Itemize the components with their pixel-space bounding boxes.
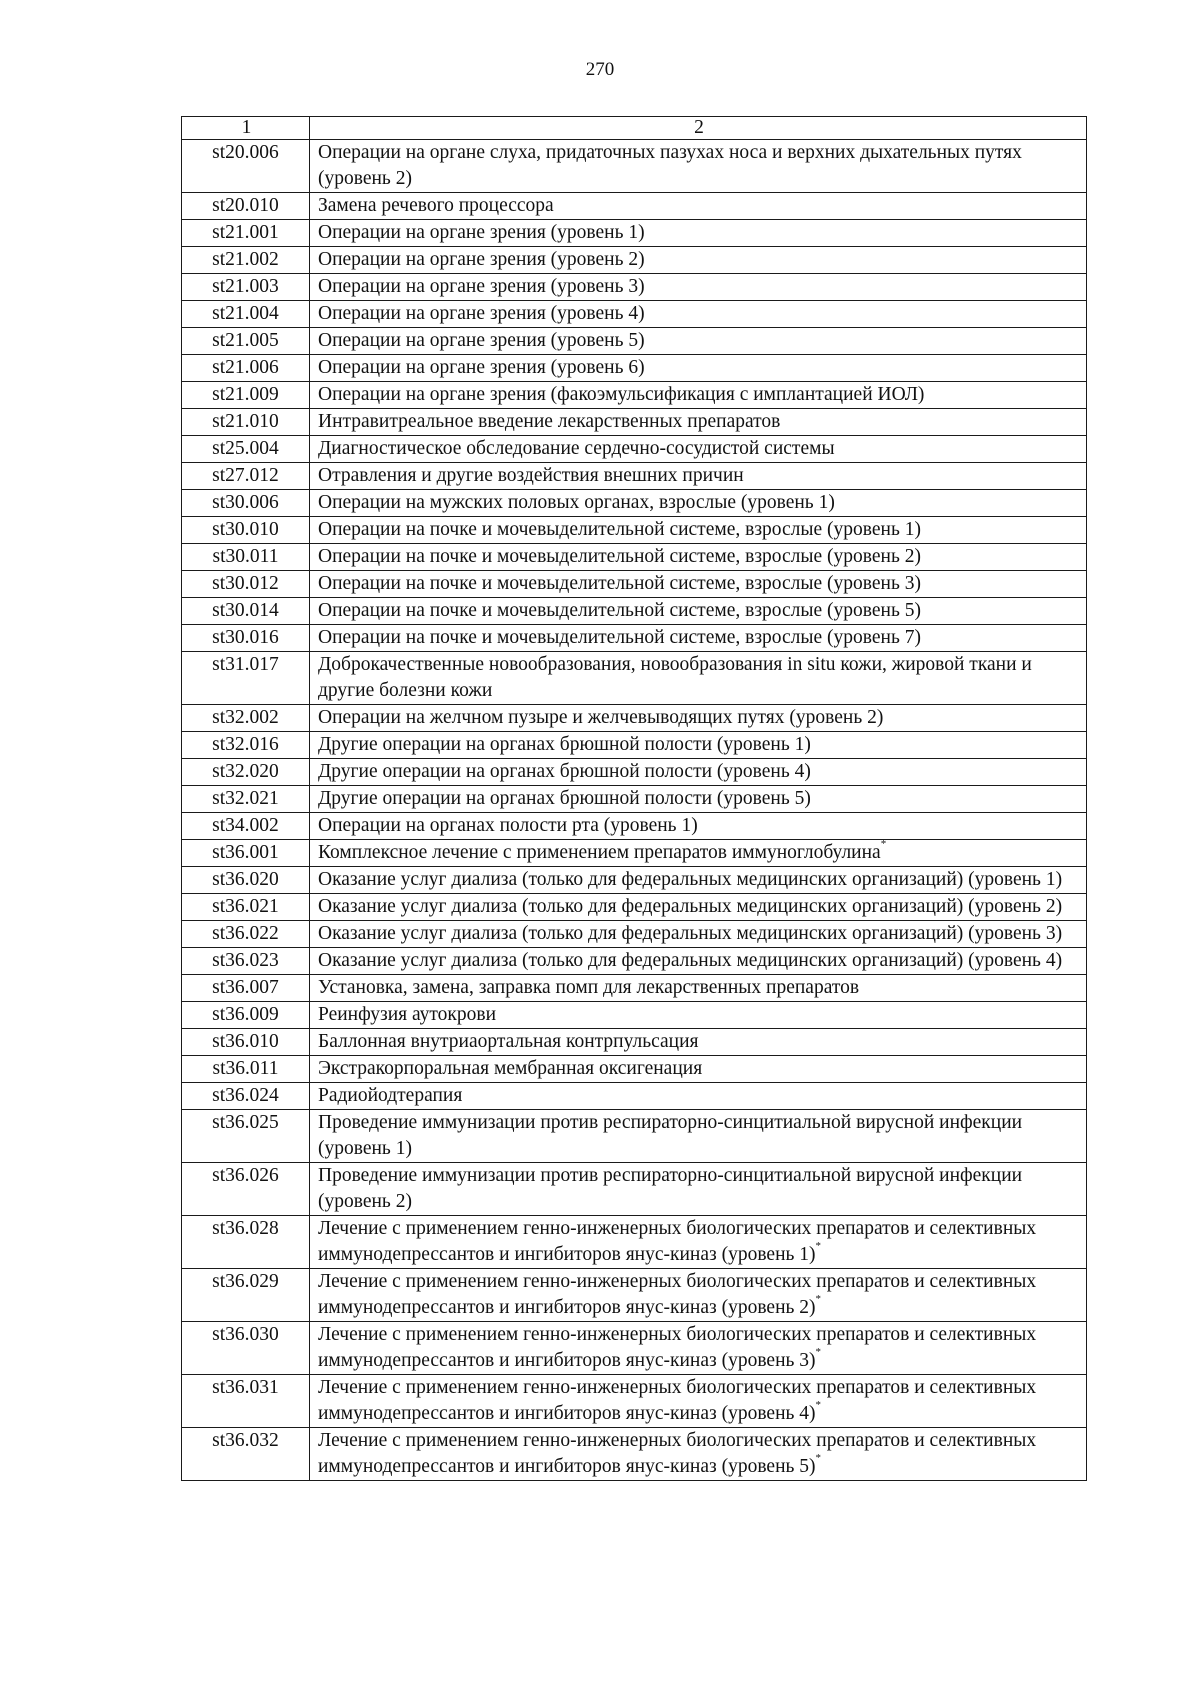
table-row [182,652,1087,705]
row-name: Оказание услуг диализа (только для федеральных медицинских организаций) (уровень 3) [318,923,1063,944]
row-name: Экстракорпоральная мембранная оксигенация [318,1058,703,1079]
row-code: st36.022 [182,921,310,948]
row-name-cell [310,1269,1087,1322]
row-code: st36.032 [182,1428,310,1481]
row-code: st21.003 [182,274,310,301]
row-code: st30.012 [182,571,310,598]
table-body [182,140,1087,1481]
table-row [182,1428,1087,1481]
row-name-cell [310,652,1087,705]
table-row [182,598,1087,625]
row-name: Операции на органе зрения (уровень 3) [318,276,645,297]
row-code: st36.007 [182,975,310,1002]
table-row [182,544,1087,571]
row-code: st25.004 [182,436,310,463]
row-name: Диагностическое обследование сердечно-сосудистой системы [318,438,835,459]
row-code: st36.020 [182,867,310,894]
row-name-cell [310,517,1087,544]
row-name: Операции на органе слуха, придаточных пазухах носа и верхних дыхательных путях (уровень 2) [318,142,1022,189]
row-name: Операции на органах полости рта (уровень 1) [318,815,698,836]
row-code: st36.001 [182,840,310,867]
page-number: 270 [585,59,615,80]
row-name: Операции на почке и мочевыделительной системе, взрослые (уровень 2) [318,546,921,567]
row-name: Операции на органе зрения (уровень 5) [318,330,645,351]
row-code: st36.023 [182,948,310,975]
table-row [182,463,1087,490]
row-name-cell [310,732,1087,759]
row-code: st21.004 [182,301,310,328]
table-row [182,1216,1087,1269]
row-code: st36.026 [182,1163,310,1216]
row-name: Лечение с применением генно-инженерных биологических препаратов и селективных иммунодепрессантов и ингибиторов янус-киназ (уровень 4) [318,1377,1037,1424]
row-code: st32.002 [182,705,310,732]
table-row [182,328,1087,355]
row-name-cell [310,301,1087,328]
table-row [182,1375,1087,1428]
row-code: st21.006 [182,355,310,382]
row-name-cell [310,867,1087,894]
row-code: st30.010 [182,517,310,544]
table-row [182,1322,1087,1375]
row-name: Другие операции на органах брюшной полости (уровень 5) [318,788,811,809]
row-code: st31.017 [182,652,310,705]
row-name-cell [310,840,1087,867]
row-name-cell [310,759,1087,786]
table-row [182,571,1087,598]
row-name-cell [310,382,1087,409]
row-name: Лечение с применением генно-инженерных биологических препаратов и селективных иммунодепрессантов и ингибиторов янус-киназ (уровень 5) [318,1430,1037,1477]
table-row [182,894,1087,921]
row-code: st32.021 [182,786,310,813]
row-name: Оказание услуг диализа (только для федеральных медицинских организаций) (уровень 2) [318,896,1063,917]
row-name: Баллонная внутриаортальная контрпульсация [318,1031,699,1052]
row-name: Реинфузия аутокрови [318,1004,497,1025]
table-row [182,1110,1087,1163]
row-name-cell [310,1163,1087,1216]
table-row [182,274,1087,301]
row-code: st21.001 [182,220,310,247]
table-row [182,490,1087,517]
row-name: Доброкачественные новообразования, новообразования in situ кожи, жировой ткани и другие болезни кожи [318,654,1032,701]
row-code: st36.010 [182,1029,310,1056]
row-name-cell [310,1056,1087,1083]
table-row [182,921,1087,948]
footnote-mark: * [815,1240,822,1252]
row-code: st21.010 [182,409,310,436]
row-name-cell [310,1375,1087,1428]
table-row [182,517,1087,544]
footnote-mark: * [880,838,887,850]
row-name: Операции на органе зрения (уровень 1) [318,222,645,243]
table-row [182,1002,1087,1029]
row-name: Оказание услуг диализа (только для федеральных медицинских организаций) (уровень 4) [318,950,1063,971]
row-name: Установка, замена, заправка помп для лекарственных препаратов [318,977,860,998]
row-name: Оказание услуг диализа (только для федеральных медицинских организаций) (уровень 1) [318,869,1063,890]
row-name: Лечение с применением генно-инженерных биологических препаратов и селективных иммунодепрессантов и ингибиторов янус-киназ (уровень 3) [318,1324,1037,1371]
row-code: st36.025 [182,1110,310,1163]
row-name-cell [310,625,1087,652]
row-name-cell [310,463,1087,490]
row-name-cell [310,247,1087,274]
row-name-cell [310,409,1087,436]
row-name: Операции на желчном пузыре и желчевыводящих путях (уровень 2) [318,707,884,728]
row-code: st30.011 [182,544,310,571]
row-name: Операции на почке и мочевыделительной системе, взрослые (уровень 7) [318,627,921,648]
row-name: Операции на почке и мочевыделительной системе, взрослые (уровень 5) [318,600,921,621]
table-row [182,193,1087,220]
row-name-cell [310,1322,1087,1375]
row-name-cell [310,571,1087,598]
row-code: st21.005 [182,328,310,355]
footnote-mark: * [815,1399,822,1411]
row-name-cell [310,1083,1087,1110]
row-name-cell [310,193,1087,220]
table-row [182,975,1087,1002]
row-code: st20.010 [182,193,310,220]
row-code: st36.028 [182,1216,310,1269]
row-code: st36.024 [182,1083,310,1110]
row-code: st30.016 [182,625,310,652]
table-row [182,1269,1087,1322]
table-row [182,948,1087,975]
row-name-cell [310,975,1087,1002]
table-row [182,867,1087,894]
table-row [182,786,1087,813]
footnote-mark: * [815,1452,822,1464]
row-name-cell [310,894,1087,921]
row-name: Операции на почке и мочевыделительной системе, взрослые (уровень 1) [318,519,921,540]
table-row [182,247,1087,274]
row-name-cell [310,786,1087,813]
table-row [182,355,1087,382]
row-name: Операции на органе зрения (факоэмульсификация с имплантацией ИОЛ) [318,384,925,405]
table-row [182,436,1087,463]
row-name-cell [310,328,1087,355]
row-name: Замена речевого процессора [318,195,554,216]
row-name: Лечение с применением генно-инженерных биологических препаратов и селективных иммунодепрессантов и ингибиторов янус-киназ (уровень 2) [318,1271,1037,1318]
column-header-2: 2 [310,117,1087,140]
row-name: Операции на органе зрения (уровень 2) [318,249,645,270]
row-name: Лечение с применением генно-инженерных биологических препаратов и селективных иммунодепрессантов и ингибиторов янус-киназ (уровень 1) [318,1218,1037,1265]
row-name-cell [310,490,1087,517]
row-name-cell [310,220,1087,247]
table-row [182,409,1087,436]
row-name-cell [310,813,1087,840]
table-row [182,732,1087,759]
table-row [182,301,1087,328]
table-row [182,1056,1087,1083]
row-name-cell [310,1110,1087,1163]
row-name-cell [310,355,1087,382]
row-code: st36.031 [182,1375,310,1428]
row-code: st30.014 [182,598,310,625]
table-row [182,705,1087,732]
footnote-mark: * [815,1293,822,1305]
row-code: st36.009 [182,1002,310,1029]
row-name-cell [310,140,1087,193]
row-name-cell [310,1029,1087,1056]
row-code: st32.016 [182,732,310,759]
codes-table [181,116,1087,1481]
row-name: Комплексное лечение с применением препаратов иммуноглобулина [318,842,881,863]
row-code: st32.020 [182,759,310,786]
row-name: Отравления и другие воздействия внешних причин [318,465,744,486]
row-code: st21.009 [182,382,310,409]
table-row [182,625,1087,652]
table-row [182,1083,1087,1110]
row-name-cell [310,274,1087,301]
row-name-cell [310,544,1087,571]
row-name: Проведение иммунизации против респираторно-синцитиальной вирусной инфекции (уровень 2) [318,1165,1023,1212]
row-code: st36.011 [182,1056,310,1083]
row-code: st36.030 [182,1322,310,1375]
row-name-cell [310,705,1087,732]
row-name-cell [310,436,1087,463]
table-row [182,840,1087,867]
row-code: st36.029 [182,1269,310,1322]
table-row [182,1163,1087,1216]
row-name-cell [310,948,1087,975]
row-name: Радиойодтерапия [318,1085,463,1106]
row-name-cell [310,1428,1087,1481]
row-name: Другие операции на органах брюшной полости (уровень 1) [318,734,811,755]
row-name: Интравитреальное введение лекарственных препаратов [318,411,781,432]
row-name: Операции на почке и мочевыделительной системе, взрослые (уровень 3) [318,573,921,594]
row-code: st30.006 [182,490,310,517]
table-row [182,220,1087,247]
row-code: st36.021 [182,894,310,921]
row-name: Операции на органе зрения (уровень 6) [318,357,645,378]
row-name: Другие операции на органах брюшной полости (уровень 4) [318,761,811,782]
table-row [182,1029,1087,1056]
table-header-row [182,117,1087,140]
row-name: Операции на мужских половых органах, взрослые (уровень 1) [318,492,835,513]
table-row [182,140,1087,193]
row-name-cell [310,1002,1087,1029]
row-name-cell [310,921,1087,948]
row-code: st27.012 [182,463,310,490]
row-code: st21.002 [182,247,310,274]
row-name: Операции на органе зрения (уровень 4) [318,303,645,324]
row-code: st34.002 [182,813,310,840]
footnote-mark: * [815,1346,822,1358]
row-name-cell [310,1216,1087,1269]
table-row [182,759,1087,786]
row-code: st20.006 [182,140,310,193]
table-row [182,382,1087,409]
row-name-cell [310,598,1087,625]
table-row [182,813,1087,840]
row-name: Проведение иммунизации против респираторно-синцитиальной вирусной инфекции (уровень 1) [318,1112,1023,1159]
column-header-1: 1 [182,117,310,140]
